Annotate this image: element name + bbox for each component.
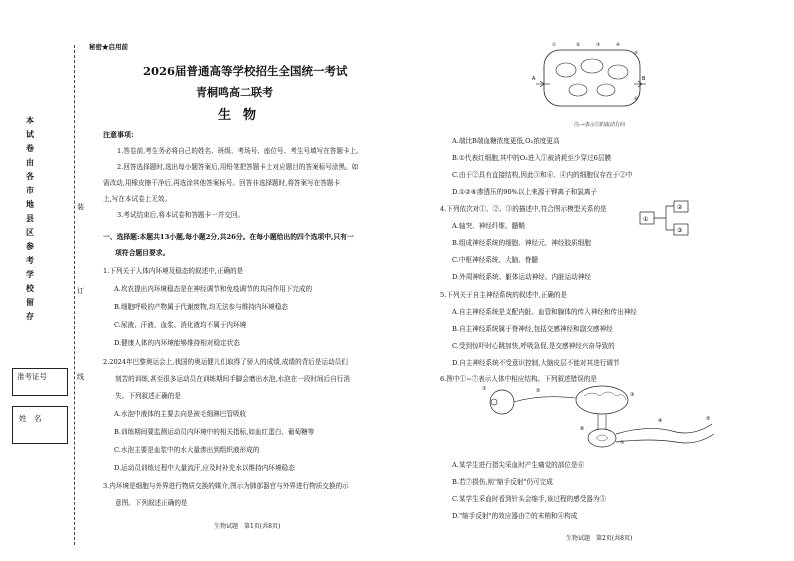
binding-char: 参 [26,241,34,251]
seal-char: 订 [77,287,84,295]
section-header: 一、选择题:本题共13小题,每小题2分,共26分。在每小题给出的四个选项中,只有一 [103,233,354,241]
option-d[interactable]: D.运动员训练过程中大量流汗,应及时补充水以维持内环境稳态 [114,464,295,472]
question-stem: 意图。下列叙述正确的是 [115,499,188,507]
option-b[interactable]: B.组成神经系统的细胞、神经元、神经胶质细胞 [452,239,591,247]
question-stem: 3.内环境是细胞与外界进行物质交换的媒介,图示为肺部器官与外界进行物质交换的示 [103,482,349,490]
exam-title: 2026届普通高等学校招生全国统一考试 [143,64,348,78]
option-a[interactable]: A.自主神经系统是支配内脏、血管和腺体的传入神经和传出神经 [452,308,637,316]
option-d[interactable]: D."缩手反射"的效应器由⑦的末梢和④构成 [452,512,578,520]
name-box[interactable] [12,406,68,444]
option-c[interactable]: C.受到惊吓时心跳加快,呼吸急促,是交感神经兴奋导致的 [452,342,615,350]
svg-text:①: ① [643,216,649,223]
binding-char: 校 [26,283,34,293]
svg-text:③: ③ [677,227,683,234]
svg-text:④: ④ [658,418,663,424]
section-header: 项符合题目要求。 [115,249,170,257]
binding-char: 本 [26,115,34,125]
option-b[interactable]: B.训练期间要监测运动员内环境中的相关指标,如血红蛋白、葡萄糖等 [114,428,315,436]
svg-text:③: ③ [630,392,635,398]
svg-text:④: ④ [616,43,621,48]
binding-char: 由 [26,157,34,167]
binding-char: 学 [26,269,34,279]
question-stem: 4.下列依次对①、②、③的描述中,符合图示模型关系的是 [440,205,607,213]
question-stem: 5.下列关于自主神经系统的叙述中,正确的是 [440,291,568,299]
page-footer: 生物试题 第2页(共8页) [566,535,633,542]
seal-char: 线 [77,373,84,381]
lung-tissue-figure [530,40,650,122]
option-a[interactable]: A.端比B端血糖浓度更低,O₂浓度更高 [452,137,560,145]
notice-line: 1.答卷前,考生务必将自己的姓名、班级、考场号、座位号、考生号填写在答题卡上。 [117,147,363,155]
svg-text:⑤: ⑤ [706,416,711,422]
svg-text:①: ① [482,386,487,392]
svg-text:⑦: ⑦ [620,440,625,446]
option-b[interactable]: B.①代表红细胞,其中的O₂进入①被消耗至少穿过6层膜 [452,154,612,162]
option-c[interactable]: C.由于②具有直接结构,因此③和⑥、④内的细胞仅存在于②中 [452,171,633,179]
option-d[interactable]: D.外周神经系统、躯体运动神经、内脏运动神经 [452,273,592,281]
notice-line: 3.考试结束后,将本试卷和答题卡一并交回。 [117,211,245,219]
svg-text:A: A [532,76,536,82]
binding-char: 区 [26,227,34,237]
svg-text:③: ③ [596,43,601,48]
binding-char: 地 [26,199,34,209]
option-c[interactable]: C.某学生采血时看到针头会缩手,该过程的感受器为⑤ [452,495,607,503]
svg-text:②: ② [536,388,541,394]
exam-id-label: 准考证号 [17,372,47,381]
option-c[interactable]: C.水泡主要是血浆中的水大量渗出到组织液形成的 [114,446,260,454]
option-a[interactable]: A.轴突、神经纤维、髓鞘 [452,222,525,230]
model-figure [638,200,698,236]
question-stem: 2.2024年巴黎奥运会上,我国的奥运健儿们取得了骄人的成绩,成绩的背后是运动员们 [103,358,348,366]
binding-char: 各 [26,171,34,181]
question-stem: 1.下列关于人体内环境及稳态的叙述中,正确的是 [103,267,244,275]
option-d[interactable]: D.健康人体的内环境能够维持相对稳定状态 [114,339,240,347]
seal-char: 装 [77,203,84,211]
binding-char: 卷 [26,143,34,153]
svg-text:B: B [642,76,646,82]
svg-text:⑥: ⑥ [634,97,639,102]
option-d[interactable]: D.①②⑥渗透压的90%以上来源于钾离子和氯离子 [452,188,598,196]
binding-char: 试 [26,129,34,139]
exam-subtitle: 青桐鸣高二联考 [196,86,273,99]
svg-text:②: ② [677,204,683,211]
binding-char: 留 [26,297,34,307]
binding-notice [25,116,35,320]
question-stem: 刻苦的训练,甚至很多运动员在训练期间手脚会磨出水泡,水泡在一段时间后自行消 [115,375,350,383]
notice-title: 注意事项: [103,130,134,139]
option-c[interactable]: C.尿液、汗液、血浆、消化液均不属于内环境 [114,321,247,329]
notice-line: 上,写在本试卷上无效。 [103,195,172,203]
svg-text:⑥: ⑥ [580,426,585,432]
option-b[interactable]: B.细胞呼吸的产物属于代谢废物,均无法参与维持内环境稳态 [114,303,288,311]
svg-text:①: ① [552,43,557,48]
exam-id-box[interactable] [12,368,68,396]
notice-line: 2.回答选择题时,选出每小题答案后,用铅笔把答题卡上对应题目的答案标号涂黑。如 [117,163,359,171]
notice-line: 需改动,用橡皮擦干净后,再选涂其他答案标号。回答非选择题时,将答案写在答题卡 [103,179,341,187]
question-stem: 6.图中①~⑦表示人体中相应结构。下列叙述错误的是 [440,375,597,383]
binding-char: 县 [26,213,34,223]
option-b[interactable]: B.自主神经系统属于脊神经,包括交感神经和副交感神经 [452,325,613,333]
option-a[interactable]: A.坎农提出内环境稳态是在神经调节和免疫调节的共同作用下完成的 [114,285,313,293]
option-d[interactable]: D.自主神经系统不受意识控制,大脑皮层不能对其进行调节 [452,359,620,367]
binding-char: 考 [26,255,34,265]
subject-title: 生物 [218,108,269,123]
option-a[interactable]: A.某学生进行指尖采血时产生痛觉的部位是⑥ [452,461,585,469]
option-a[interactable]: A.水泡中液体的主要去向是被毛细淋巴管吸收 [114,410,247,418]
binding-dashed-line [74,45,75,545]
secret-label: 秘密★启用前 [89,43,128,51]
option-b[interactable]: B.若⑦损伤,则"缩手反射"仍可完成 [452,478,553,486]
svg-text:②: ② [576,43,581,48]
binding-char: 存 [26,311,34,321]
option-c[interactable]: C.中枢神经系统、大脑、脊髓 [452,256,539,264]
figure-caption: 注:→表示⑤的流动方向 [574,122,625,128]
reflex-figure [480,384,720,454]
question-stem: 失。下列叙述正确的是 [115,392,181,400]
page-footer: 生物试题 第1页(共8页) [214,523,281,530]
svg-text:⑤: ⑤ [634,51,639,56]
name-label: 姓 名 [19,414,42,423]
binding-char: 市 [26,185,34,195]
